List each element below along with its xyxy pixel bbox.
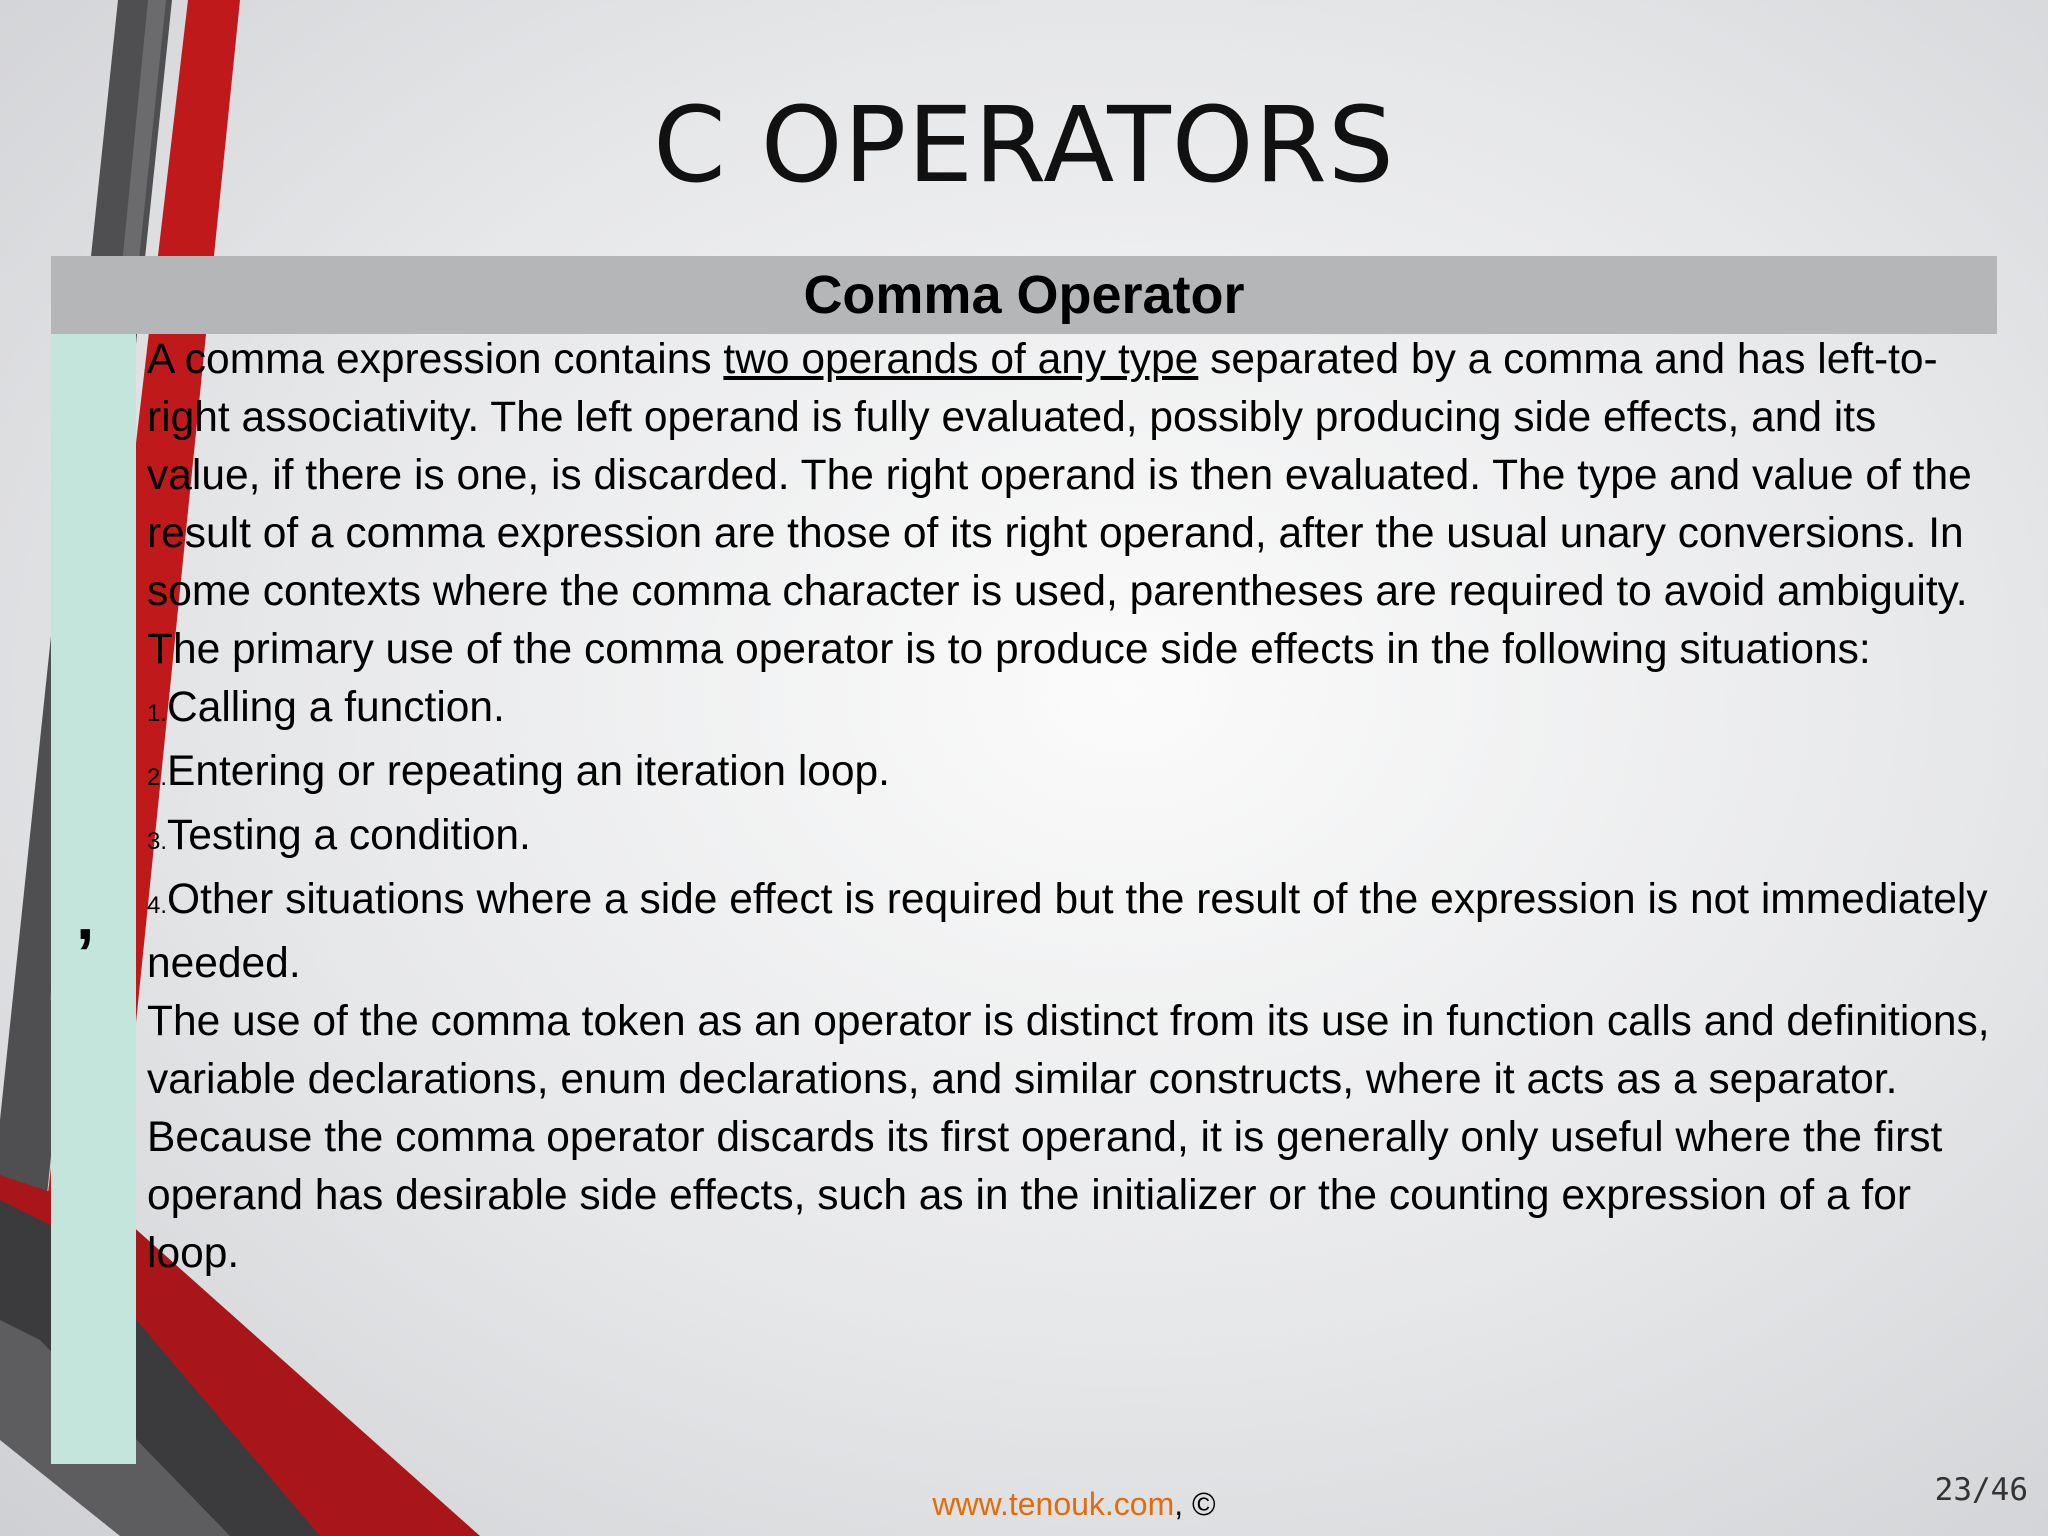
list-number: 3. <box>147 828 168 855</box>
usage-paragraph: Because the comma operator discards its first operand, it is generally only useful where the first operand has desirable side effects, such as in the initializer or the counting expression of a for loop. <box>147 1114 1943 1277</box>
intro-paragraph <box>147 331 1997 679</box>
page-number: 23/46 <box>1934 1472 2028 1508</box>
intro-text-start: A comma expression contains <box>147 336 724 383</box>
footer-link[interactable]: www.tenouk.com <box>932 1486 1175 1522</box>
intro-underlined-text: two operands of any type <box>723 336 1199 383</box>
table-header <box>51 256 1997 334</box>
slide-title: C OPERATORS <box>653 84 1395 206</box>
list-item <box>147 679 1997 743</box>
list-text: Entering or repeating an iteration loop. <box>167 748 890 795</box>
footer-copyright: , © <box>1174 1486 1216 1522</box>
list-item <box>147 871 1997 993</box>
list-text: Other situations where a side effect is required but the result of the expression is not immediately needed. <box>147 876 1988 987</box>
footer <box>0 1486 2048 1523</box>
list-item <box>147 743 1997 807</box>
operator-symbol: , <box>76 879 95 953</box>
list-number: 2. <box>147 764 168 791</box>
list-text: Testing a condition. <box>167 812 531 859</box>
separator-paragraph: The use of the comma token as an operator is distinct from its use in function calls and definitions, variable declarations, enum declarations, and similar constructs, where it acts as a separator. <box>147 998 1990 1103</box>
description-cell <box>147 331 1997 1283</box>
header-label: Comma Operator <box>803 265 1245 325</box>
list-text: Calling a function. <box>167 684 505 731</box>
list-item <box>147 807 1997 871</box>
list-number: 1. <box>147 700 168 727</box>
list-number: 4. <box>147 892 168 919</box>
intro-text-rest: separated by a comma and has left-to-right associativity. The left operand is fully evaluated, possibly producing side effects, and its value, if there is one, is discarded. The right operand is then evaluated. The type and value of the result of a comma expression are those of its right operand, after the usual unary conversions. In some contexts where the comma character is used, parentheses are required to avoid ambiguity. The primary use of the comma operator is to produce side effects in the following situations: <box>147 336 1972 673</box>
